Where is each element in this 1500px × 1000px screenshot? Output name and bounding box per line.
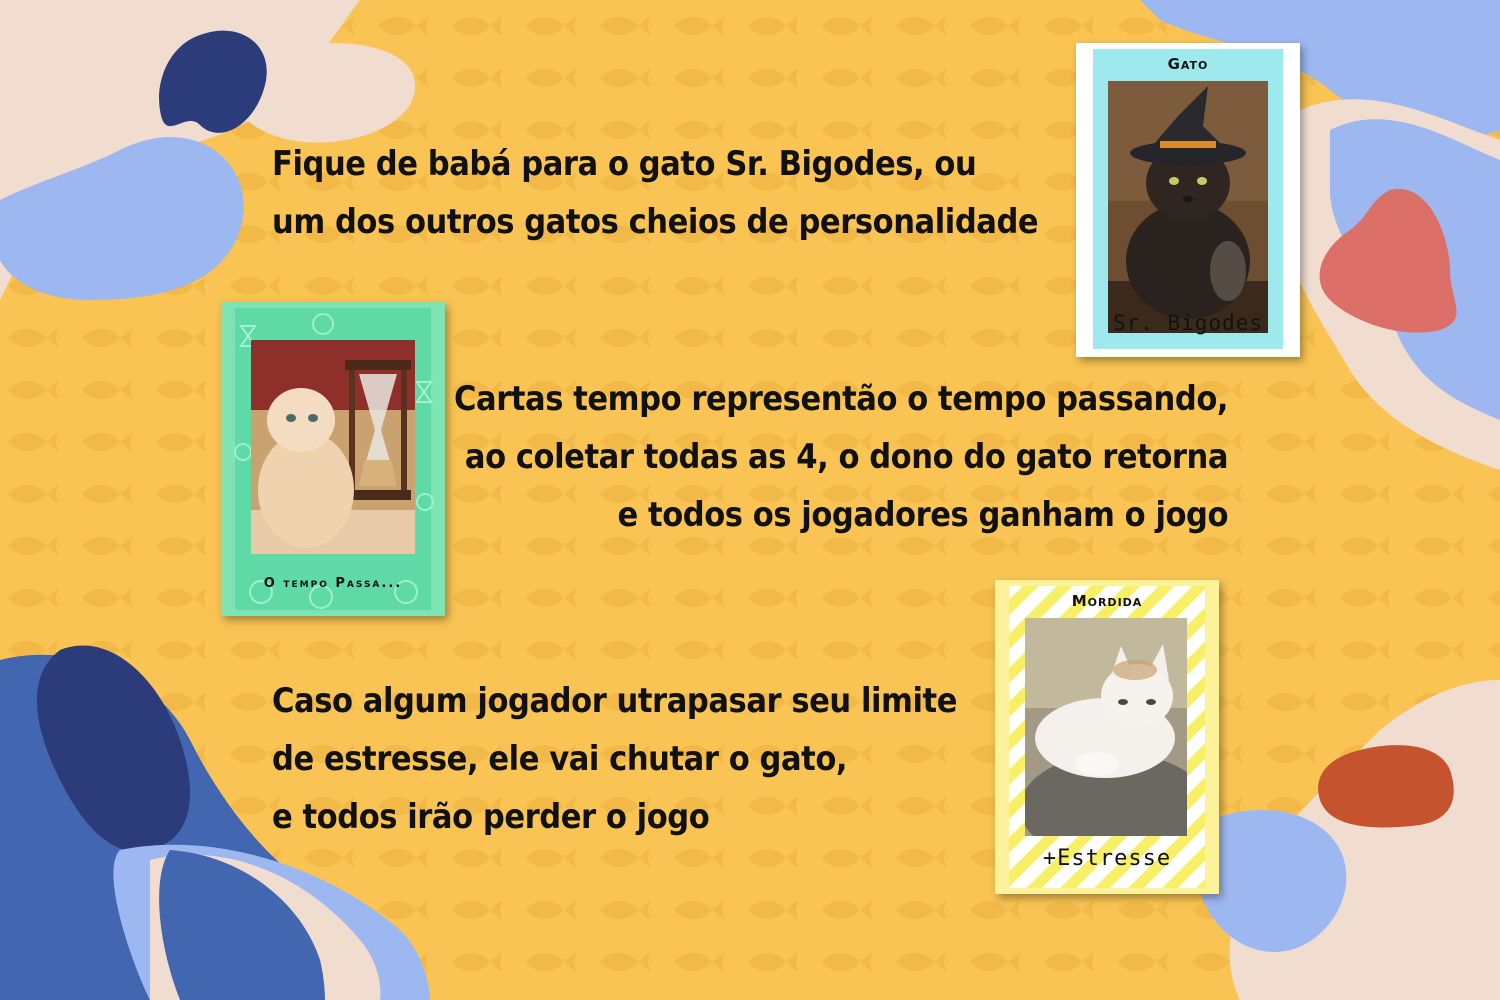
- event-card-header: Mordida: [1071, 592, 1143, 610]
- time-card-o-tempo-passa: [221, 302, 445, 616]
- cat-card-sr-bigodes: [1076, 43, 1300, 357]
- time-cards-paragraph: [454, 370, 1228, 544]
- event-card-mordida: [995, 580, 1219, 894]
- time-card-footer: O tempo Passa...: [263, 576, 403, 591]
- stress-line-2: de estresse, ele vai chutar o gato,: [272, 739, 848, 779]
- white-cat-photo: [1025, 618, 1187, 836]
- cat-card-header: Gato: [1167, 55, 1209, 73]
- fluffy-cat-hourglass-photo: [251, 340, 415, 554]
- time-line-3: e todos os jogadores ganham o jogo: [617, 495, 1228, 535]
- intro-paragraph: [272, 135, 1038, 251]
- stress-line-1: Caso algum jogador utrapasar seu limite: [272, 681, 957, 721]
- black-cat-witch-hat-photo: [1108, 81, 1268, 333]
- intro-line-1: Fique de babá para o gato Sr. Bigodes, ou: [272, 144, 977, 184]
- stress-paragraph: [272, 672, 957, 846]
- intro-line-2: um dos outros gatos cheios de personalidade: [272, 202, 1039, 242]
- time-line-1: Cartas tempo representão o tempo passando,: [453, 379, 1228, 419]
- stress-line-3: e todos irão perder o jogo: [272, 797, 710, 837]
- event-card-footer: +Estresse: [1042, 846, 1172, 871]
- time-line-2: ao coletar todas as 4, o dono do gato retorna: [464, 437, 1228, 477]
- cat-card-name: Sr. Bigodes: [1112, 311, 1264, 335]
